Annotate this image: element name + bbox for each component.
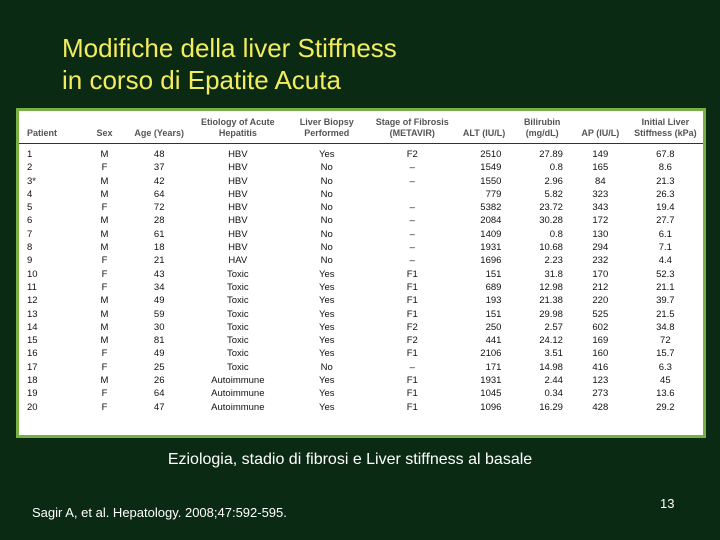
table-cell: –	[409, 255, 415, 267]
table-cell: Yes	[319, 268, 335, 280]
table-cell: 19.4	[656, 202, 675, 214]
table-cell: 67.8	[656, 149, 675, 160]
table-cell: 3*	[27, 175, 36, 187]
table-cell: 16.29	[539, 401, 563, 413]
table-cell: 81	[153, 335, 165, 347]
table-cell: 689	[485, 281, 502, 293]
table-cell: 130	[592, 228, 609, 240]
table-cell: 193	[485, 295, 502, 307]
table-cell: 72	[153, 202, 165, 214]
slide-title	[62, 32, 397, 96]
table-cell: 0.8	[549, 162, 563, 174]
table-row	[19, 188, 703, 201]
table-row	[19, 294, 703, 307]
table-cell: M	[100, 175, 109, 187]
table-cell: 250	[485, 321, 502, 333]
table-row	[19, 281, 703, 294]
table-cell: No	[320, 188, 333, 200]
table-row	[19, 321, 703, 334]
table-cell: F1	[406, 281, 418, 293]
table-cell: 12.98	[539, 281, 563, 293]
table-cell: F2	[406, 335, 418, 347]
table-cell: 172	[592, 215, 609, 227]
table-cell: 1096	[480, 401, 502, 413]
table-cell: 294	[592, 242, 609, 254]
table-cell: 1549	[480, 162, 502, 174]
table-cell: 47	[153, 401, 165, 413]
table-cell: 416	[592, 361, 609, 373]
table-cell: 37	[153, 162, 165, 174]
table-row	[19, 175, 703, 188]
table-cell: 171	[485, 361, 502, 373]
table-cell: –	[409, 175, 415, 187]
table-cell: 525	[592, 308, 609, 320]
table-cell: Autoimmune	[211, 375, 265, 387]
table-cell: 3.51	[544, 348, 563, 360]
table-cell: 1	[27, 149, 33, 160]
table-cell: HBV	[228, 242, 248, 254]
table-cell: No	[320, 162, 333, 174]
table-cell: 14	[27, 321, 38, 333]
table-cell: 23.72	[539, 202, 563, 214]
table-cell: 10.68	[539, 242, 563, 254]
slide-title-line-2: in corso di Epatite Acuta	[62, 65, 341, 95]
table-cell: 1550	[480, 175, 502, 187]
table-cell: 2.23	[544, 255, 563, 267]
column-header: Bilirubin (mg/dL)	[511, 111, 573, 144]
table-row	[19, 374, 703, 387]
table-cell: 25	[153, 361, 165, 373]
table-cell: 1931	[480, 375, 502, 387]
table-cell: Yes	[319, 295, 335, 307]
table-cell: M	[100, 321, 109, 333]
table-cell: 21.38	[539, 295, 563, 307]
column-header: Sex	[81, 111, 129, 144]
table-cell: M	[100, 242, 109, 254]
table-cell: Yes	[319, 388, 335, 400]
table-cell: 160	[592, 348, 609, 360]
table-cell: –	[409, 242, 415, 254]
table-cell: F	[101, 401, 108, 413]
table-cell: Yes	[319, 335, 335, 347]
table-cell: 5	[27, 202, 33, 214]
table-cell: Autoimmune	[211, 401, 265, 413]
table-row	[19, 241, 703, 254]
table-cell: 24.12	[539, 335, 563, 347]
table-cell: F1	[406, 348, 418, 360]
table-cell: 21	[153, 255, 165, 267]
table-cell: 15	[27, 335, 38, 347]
table-cell: M	[100, 215, 109, 227]
table-cell: Yes	[319, 401, 335, 413]
table-cell: 14.98	[539, 361, 563, 373]
table-cell: 149	[592, 149, 609, 160]
table-cell: F1	[406, 375, 418, 387]
table-row	[19, 308, 703, 321]
table-cell: HBV	[228, 188, 248, 200]
table-cell: 42	[153, 175, 165, 187]
table-cell: 30	[153, 321, 165, 333]
table-cell: Yes	[319, 321, 335, 333]
table-cell: 4	[27, 188, 33, 200]
table-cell: –	[409, 361, 415, 373]
table-cell: 61	[153, 228, 165, 240]
table-cell: 212	[592, 281, 609, 293]
table-cell: 2	[27, 162, 33, 174]
table-cell: 6.1	[658, 228, 672, 240]
table-cell: 26	[153, 375, 165, 387]
table-cell: 48	[153, 149, 165, 160]
table-cell: F	[101, 348, 108, 360]
table-cell: 52.3	[656, 268, 675, 280]
table-body	[19, 144, 703, 414]
table-row	[19, 254, 703, 267]
table-cell: 21.5	[656, 308, 675, 320]
table-cell: 21.3	[656, 175, 675, 187]
table-row	[19, 347, 703, 360]
table-cell: 602	[592, 321, 609, 333]
table-cell: Yes	[319, 281, 335, 293]
table-cell: No	[320, 215, 333, 227]
table-cell: F1	[406, 401, 418, 413]
table-cell: 45	[660, 375, 671, 387]
table-cell: 28	[153, 215, 165, 227]
column-header: Stage of Fibrosis (METAVIR)	[368, 111, 457, 144]
table-cell: No	[320, 202, 333, 214]
column-header: Etiology of Acute Hepatitis	[190, 111, 286, 144]
table-cell: Toxic	[227, 321, 249, 333]
table-cell: 64	[153, 188, 165, 200]
table-row	[19, 228, 703, 241]
table-cell: 7	[27, 228, 33, 240]
table-cell: 72	[660, 335, 671, 347]
table-row	[19, 334, 703, 347]
table-cell: F	[101, 202, 108, 214]
table-cell: 2.44	[544, 375, 563, 387]
table-row	[19, 361, 703, 374]
table-cell: 1696	[480, 255, 502, 267]
table-cell: 21.1	[656, 281, 675, 293]
table-cell: 19	[27, 388, 38, 400]
table-cell: HBV	[228, 149, 248, 160]
table-cell: Autoimmune	[211, 388, 265, 400]
table-cell: 9	[27, 255, 33, 267]
table-row	[19, 161, 703, 174]
table-cell: HBV	[228, 175, 248, 187]
table-cell: 2084	[480, 215, 502, 227]
table-cell: F1	[406, 388, 418, 400]
table-cell: –	[409, 228, 415, 240]
table-cell: 0.34	[544, 388, 563, 400]
table-cell: 17	[27, 361, 38, 373]
column-header: Age (Years)	[128, 111, 190, 144]
table-cell: 34.8	[656, 321, 675, 333]
table-cell: Yes	[319, 308, 335, 320]
table-cell: 26.3	[656, 188, 675, 200]
table-cell: 165	[592, 162, 609, 174]
table-cell: F	[101, 268, 108, 280]
table-cell: M	[100, 375, 109, 387]
table-cell: F2	[406, 321, 418, 333]
table-cell: 8.6	[658, 162, 672, 174]
table-cell: M	[100, 149, 109, 160]
table-cell: Toxic	[227, 268, 249, 280]
table-cell: 2.57	[544, 321, 563, 333]
table-cell: 43	[153, 268, 165, 280]
table-cell: No	[320, 255, 333, 267]
table-cell: Toxic	[227, 335, 249, 347]
table-cell: 2106	[480, 348, 502, 360]
table-cell: 20	[27, 401, 38, 413]
table-cell: M	[100, 188, 109, 200]
table-cell: 11	[27, 281, 37, 293]
table-cell: No	[320, 361, 333, 373]
table-cell: 13	[27, 308, 38, 320]
table-cell: 39.7	[656, 295, 675, 307]
table-cell: F	[101, 255, 108, 267]
table-cell: HBV	[228, 162, 248, 174]
table-cell: 84	[595, 175, 606, 187]
table-cell: 18	[27, 375, 38, 387]
table-cell: Toxic	[227, 308, 249, 320]
table-cell: HAV	[228, 255, 248, 267]
table-cell: 151	[485, 268, 502, 280]
column-header: AP (IU/L)	[573, 111, 628, 144]
table-cell: No	[320, 228, 333, 240]
table-cell: 29.98	[539, 308, 563, 320]
table-cell: –	[409, 202, 415, 214]
table-cell: 18	[153, 242, 165, 254]
table-cell: 16	[27, 348, 38, 360]
table-cell: Toxic	[227, 361, 249, 373]
table-cell: –	[409, 162, 415, 174]
table-cell: 1409	[480, 228, 502, 240]
table-cell: 7.1	[658, 242, 672, 254]
table-cell: 170	[592, 268, 609, 280]
table-cell: 5382	[480, 202, 502, 214]
slide-title-line-1: Modifiche della liver Stiffness	[62, 33, 397, 63]
table-row	[19, 214, 703, 227]
table-cell: 12	[27, 295, 38, 307]
table-cell: F1	[406, 295, 418, 307]
table-cell: HBV	[228, 228, 248, 240]
table-row	[19, 387, 703, 400]
table-cell: Toxic	[227, 348, 249, 360]
table-cell: 27.89	[539, 149, 563, 160]
patient-table	[19, 111, 703, 414]
table-cell: No	[320, 242, 333, 254]
table-cell: 29.2	[656, 401, 675, 413]
table-cell: 8	[27, 242, 33, 254]
table-cell: 779	[485, 188, 502, 200]
column-header: Initial Liver Stiffness (kPa)	[628, 111, 703, 144]
table-cell: F	[101, 388, 108, 400]
table-cell: 30.28	[539, 215, 563, 227]
table-cell: Toxic	[227, 281, 249, 293]
table-cell: F	[101, 281, 108, 293]
table-cell: 59	[153, 308, 165, 320]
table-cell: 4.4	[658, 255, 672, 267]
table-cell: M	[100, 308, 109, 320]
table-cell: 220	[592, 295, 609, 307]
table-cell: M	[100, 228, 109, 240]
slide-caption	[0, 451, 700, 469]
table-cell: HBV	[228, 215, 248, 227]
table-cell: 31.8	[544, 268, 563, 280]
citation: Sagir A, et al. Hepatology. 2008;47:592-595.	[32, 505, 287, 520]
table-row	[19, 268, 703, 281]
table-cell: 323	[592, 188, 609, 200]
table-cell: Yes	[319, 348, 335, 360]
table-cell: 1045	[480, 388, 502, 400]
table-cell: 15.7	[656, 348, 675, 360]
caption-text: Eziologia, stadio di fibrosi e Liver stiffness al basale	[167, 451, 533, 468]
column-header: ALT (IU/L)	[457, 111, 512, 144]
data-table-frame	[16, 108, 706, 438]
table-cell: 34	[153, 281, 165, 293]
table-cell: F1	[406, 268, 418, 280]
table-cell: M	[100, 295, 109, 307]
table-cell: 151	[485, 308, 502, 320]
table-cell: 441	[485, 335, 502, 347]
table-cell: 428	[592, 401, 609, 413]
table-cell	[368, 188, 457, 201]
table-cell: 27.7	[656, 215, 675, 227]
table-cell: 49	[153, 295, 165, 307]
table-cell: 49	[153, 348, 165, 360]
table-cell: 6	[27, 215, 33, 227]
table-cell: No	[320, 175, 333, 187]
column-header: Liver Biopsy Performed	[286, 111, 368, 144]
table-row	[19, 201, 703, 214]
table-row	[19, 144, 703, 162]
table-cell: 2510	[480, 149, 502, 160]
table-cell: 123	[592, 375, 609, 387]
table-cell: 0.8	[549, 228, 563, 240]
table-cell: 5.82	[544, 188, 563, 200]
table-cell: 10	[27, 268, 38, 280]
table-cell: 13.6	[656, 388, 675, 400]
table-cell: F1	[406, 308, 418, 320]
page-number: 13	[660, 496, 675, 511]
column-header: Patient	[19, 111, 81, 144]
table-cell: Yes	[319, 375, 335, 387]
table-cell: 232	[592, 255, 609, 267]
table-cell: 1931	[480, 242, 502, 254]
table-cell: Toxic	[227, 295, 249, 307]
table-cell: 2.96	[544, 175, 563, 187]
table-row	[19, 401, 703, 414]
table-cell: F	[101, 361, 108, 373]
table-cell: M	[100, 335, 109, 347]
table-cell: 273	[592, 388, 609, 400]
table-cell: 64	[153, 388, 165, 400]
table-cell: 169	[592, 335, 609, 347]
table-cell: 6.3	[658, 361, 672, 373]
table-cell: F2	[406, 149, 418, 160]
table-cell: 343	[592, 202, 609, 214]
table-header-row	[19, 111, 703, 144]
table-cell: F	[101, 162, 108, 174]
table-cell: HBV	[228, 202, 248, 214]
table-cell: Yes	[319, 149, 335, 160]
table-cell: –	[409, 215, 415, 227]
